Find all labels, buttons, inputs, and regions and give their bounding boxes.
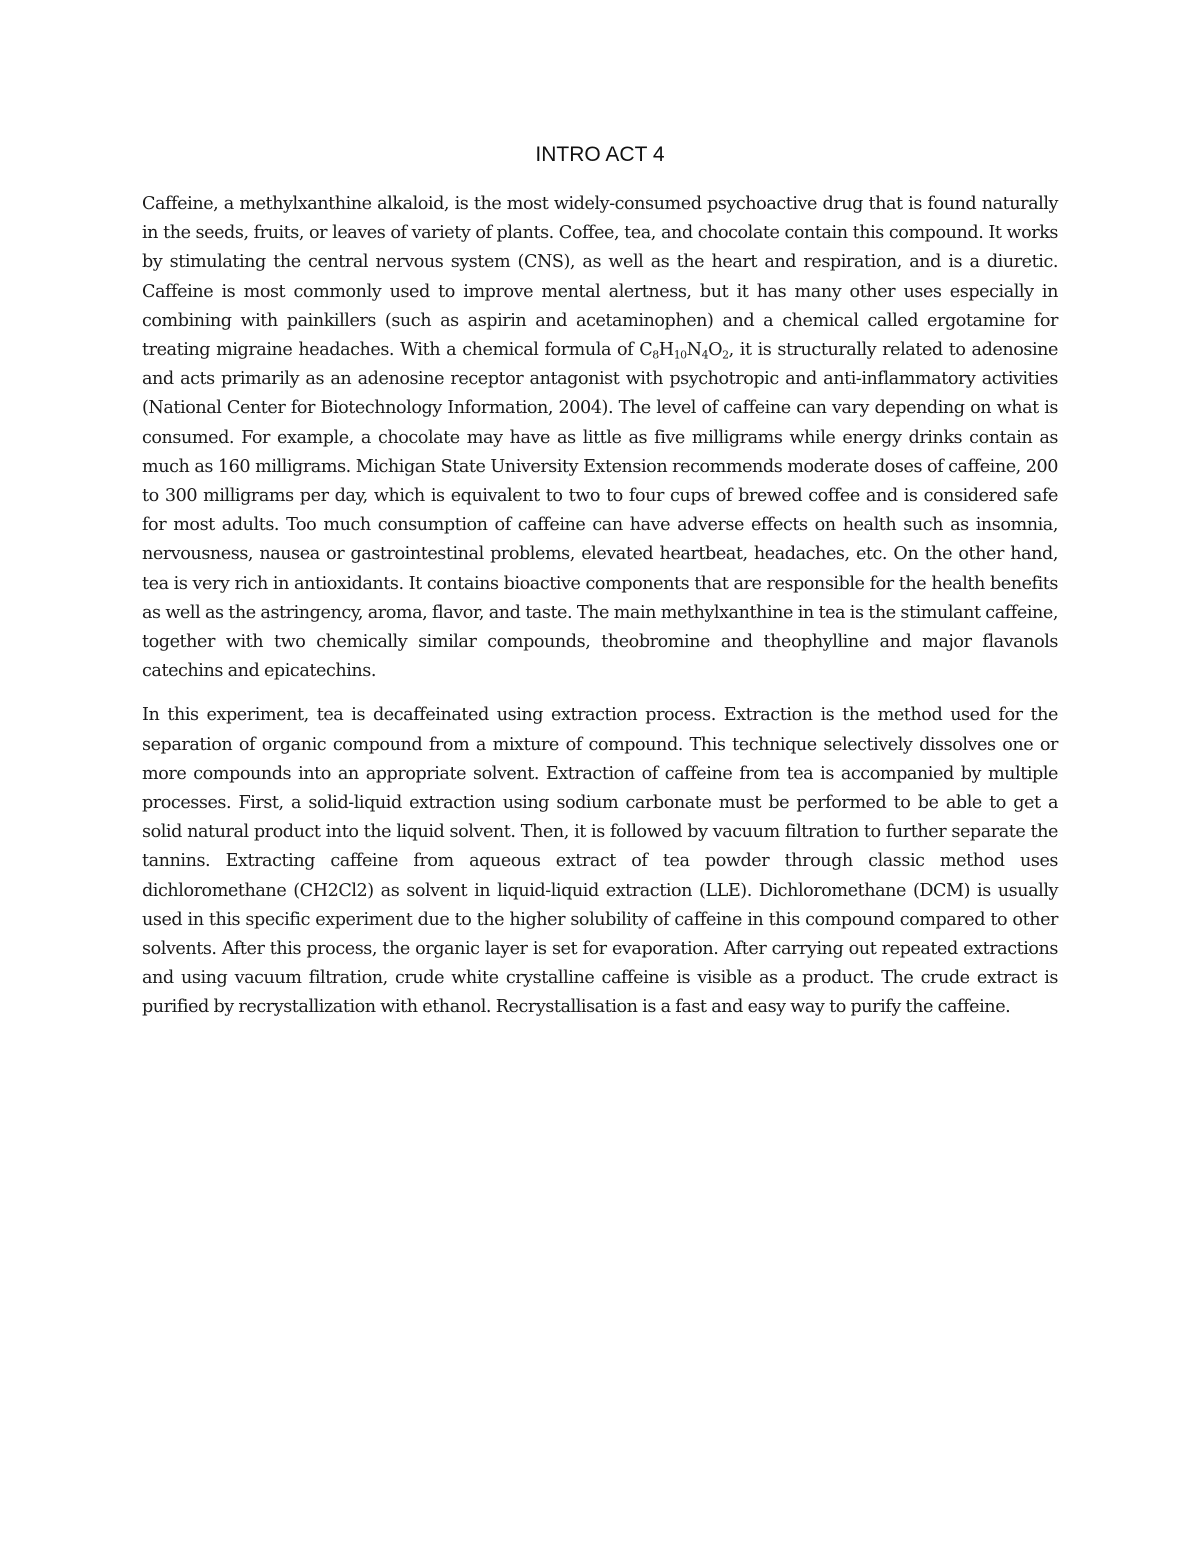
formula-subscript-n: 4 — [701, 348, 709, 362]
paragraph-1-text-a: Caffeine, a methylxanthine alkaloid, is the most widely-consumed psychoactive drug that is found naturally in the seeds, fruits, or leaves of variety of plants. Coffee, tea, and chocolate contain this compound. It works by stimulating the central nervous system (CNS), as well as the heart and respiration, and is a diuretic. Caffeine is most commonly used to improve mental alertness, but it has many other uses especially in combining with painkillers (such as aspirin and acetaminophen) and a chemical called ergotamine for treating migraine headaches. With a chemical formula of — [142, 194, 1058, 361]
formula-subscript-h: 10 — [673, 348, 687, 362]
formula-element-h: H — [658, 340, 674, 361]
caffeine-chemical-formula — [639, 340, 728, 360]
page-title: INTRO ACT 4 — [535, 143, 665, 166]
paragraph-experiment-extraction: In this experiment, tea is decaffeinated using extraction process. Extraction is the method used for the separation of organic compound from a mixture of compound. This technique selectively dissolves one or more compounds into an appropriate solvent. Extraction of caffeine from tea is accompanied by multiple processes. First, a solid-liquid extraction using sodium carbonate must be performed to be able to get a solid natural product into the liquid solvent. Then, it is followed by vacuum filtration to further separate the tannins. Extracting caffeine from aqueous extract of tea powder through classic method uses dichloromethane (CH2Cl2) as solvent in liquid-liquid extraction (LLE). Dichloromethane (DCM) is usually used in this specific experiment due to the higher solubility of caffeine in this compound compared to other solvents. After this process, the organic layer is set for evaporation. After carrying out repeated extractions and using vacuum filtration, crude white crystalline caffeine is visible as a product. The crude extract is purified by recrystallization with ethanol. Recrystallisation is a fast and easy way to purify the caffeine. — [142, 705, 1058, 1018]
formula-element-c: C — [639, 340, 653, 361]
formula-subscript-c: 8 — [652, 348, 659, 362]
paragraph-1-text-b: , it is structurally related to adenosine and acts primarily as an adenosine receptor antagonist with psychotropic and anti-inflammatory activities (National Center for Biotechnology Information, 2004). The level of caffeine can vary depending on what is consumed. For example, a chocolate may have as little as five milligrams while energy drinks contain as much as 160 milligrams. Michigan State University Extension recommends moderate doses of caffeine, 200 to 300 milligrams per day, which is equivalent to two to four cups of brewed coffee and is considered safe for most adults. Too much consumption of caffeine can have adverse effects on health such as insomnia, nervousness, nausea or gastrointestinal problems, elevated heartbeat, headaches, etc. On the other hand, tea is very rich in antioxidants. It contains bioactive components that are responsible for the health benefits as well as the astringency, aroma, flavor, and taste. The main methylxanthine in tea is the stimulant caffeine, together with two chemically similar compounds, theobromine and theophylline and major flavanols catechins and epicatechins. — [142, 340, 1058, 682]
document-body — [142, 190, 1058, 1038]
formula-element-n: N — [686, 340, 702, 361]
paragraph-caffeine-overview — [142, 190, 1058, 686]
formula-element-o: O — [708, 340, 723, 361]
formula-subscript-o: 2 — [722, 348, 729, 362]
